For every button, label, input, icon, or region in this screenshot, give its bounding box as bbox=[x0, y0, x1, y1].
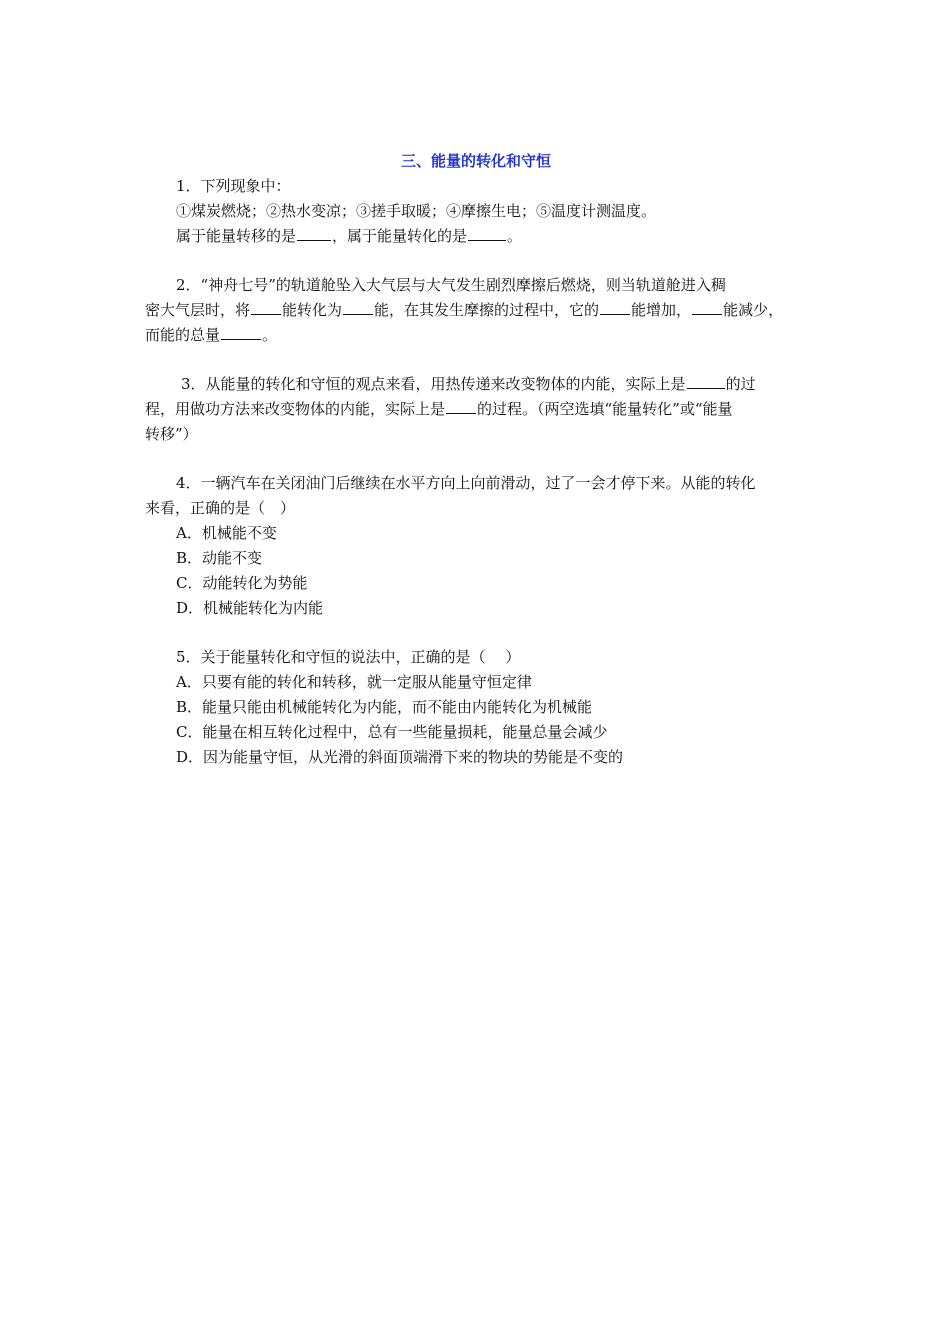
q5-stem: 5．关于能量转化和守恒的说法中，正确的是（ ） bbox=[176, 648, 521, 666]
question-3 bbox=[145, 372, 807, 447]
q4-option-a[interactable]: A．机械能不变 bbox=[176, 524, 277, 542]
question-1 bbox=[145, 174, 807, 249]
q1-ask-a: 属于能量转移的是 bbox=[176, 227, 297, 245]
q2-line-2 bbox=[145, 298, 807, 323]
q2-text-a: 密大气层时，将 bbox=[145, 301, 251, 319]
q2-text-d: 能增加， bbox=[631, 301, 692, 319]
question-4 bbox=[145, 471, 807, 621]
q3-line-2 bbox=[145, 397, 807, 422]
q3-text-b: 的过 bbox=[725, 375, 756, 393]
q5-option-b[interactable]: B．能量只能由机械能转化为内能，而不能由内能转化为机械能 bbox=[176, 698, 593, 716]
q3-text-c: 程，用做功方法来改变物体的内能，实际上是 bbox=[145, 400, 446, 418]
spacer bbox=[145, 621, 807, 645]
q3-line-1 bbox=[145, 372, 807, 397]
q4-line-2: 来看，正确的是（ ） bbox=[145, 499, 296, 517]
q4-option-d[interactable]: D．机械能转化为内能 bbox=[176, 599, 324, 617]
q3-text-d: 的过程。（两空选填“能量转化”或“能量 bbox=[477, 400, 733, 418]
q2-text-b: 能转化为 bbox=[282, 301, 343, 319]
q2-text-e: 能减少， bbox=[723, 301, 784, 319]
spacer bbox=[145, 348, 807, 372]
q3-line-3: 转移”） bbox=[145, 425, 198, 443]
q2-blank-3[interactable] bbox=[600, 299, 630, 315]
q2-text-g: 。 bbox=[262, 326, 278, 344]
q1-ask-c: 。 bbox=[507, 227, 523, 245]
q1-blank-1[interactable] bbox=[297, 225, 331, 241]
q4-line-1: 4．一辆汽车在关闭油门后继续在水平方向上向前滑动，过了一会才停下来。从能的转化 bbox=[176, 474, 756, 492]
document-page bbox=[145, 148, 807, 770]
q2-blank-5[interactable] bbox=[221, 324, 261, 340]
q3-blank-1[interactable] bbox=[687, 373, 725, 389]
spacer bbox=[145, 447, 807, 471]
q1-ask bbox=[145, 224, 807, 249]
q1-ask-b: ，属于能量转化的是 bbox=[332, 227, 468, 245]
q1-blank-2[interactable] bbox=[468, 225, 506, 241]
q2-blank-4[interactable] bbox=[692, 299, 722, 315]
q4-option-b[interactable]: B．动能不变 bbox=[176, 549, 263, 567]
spacer bbox=[145, 249, 807, 273]
q1-items: ①煤炭燃烧；②热水变凉；③搓手取暖；④摩擦生电；⑤温度计测温度。 bbox=[176, 202, 657, 220]
q2-blank-1[interactable] bbox=[251, 299, 281, 315]
q5-option-a[interactable]: A．只要有能的转化和转移，就一定服从能量守恒定律 bbox=[176, 673, 532, 691]
q2-line-3 bbox=[145, 323, 807, 348]
question-2 bbox=[145, 273, 807, 348]
q1-stem: 1．下列现象中： bbox=[176, 177, 291, 195]
q3-blank-2[interactable] bbox=[446, 398, 476, 414]
q5-option-c[interactable]: C．能量在相互转化过程中，总有一些能量损耗，能量总量会减少 bbox=[176, 723, 608, 741]
page-title: 三、能量的转化和守恒 bbox=[400, 152, 551, 170]
q4-option-c[interactable]: C．动能转化为势能 bbox=[176, 574, 308, 592]
q2-text-c: 能，在其发生摩擦的过程中，它的 bbox=[374, 301, 600, 319]
q3-text-a: 3．从能量的转化和守恒的观点来看，用热传递来改变物体的内能，实际上是 bbox=[181, 375, 686, 393]
q5-option-d[interactable]: D．因为能量守恒，从光滑的斜面顶端滑下来的物块的势能是不变的 bbox=[176, 748, 624, 766]
q2-line-1: 2．“神舟七号”的轨道舱坠入大气层与大气发生剧烈摩擦后燃烧，则当轨道舱进入稠 bbox=[176, 276, 726, 294]
q2-blank-2[interactable] bbox=[343, 299, 373, 315]
question-5 bbox=[145, 645, 807, 770]
q2-text-f: 而能的总量 bbox=[145, 326, 221, 344]
